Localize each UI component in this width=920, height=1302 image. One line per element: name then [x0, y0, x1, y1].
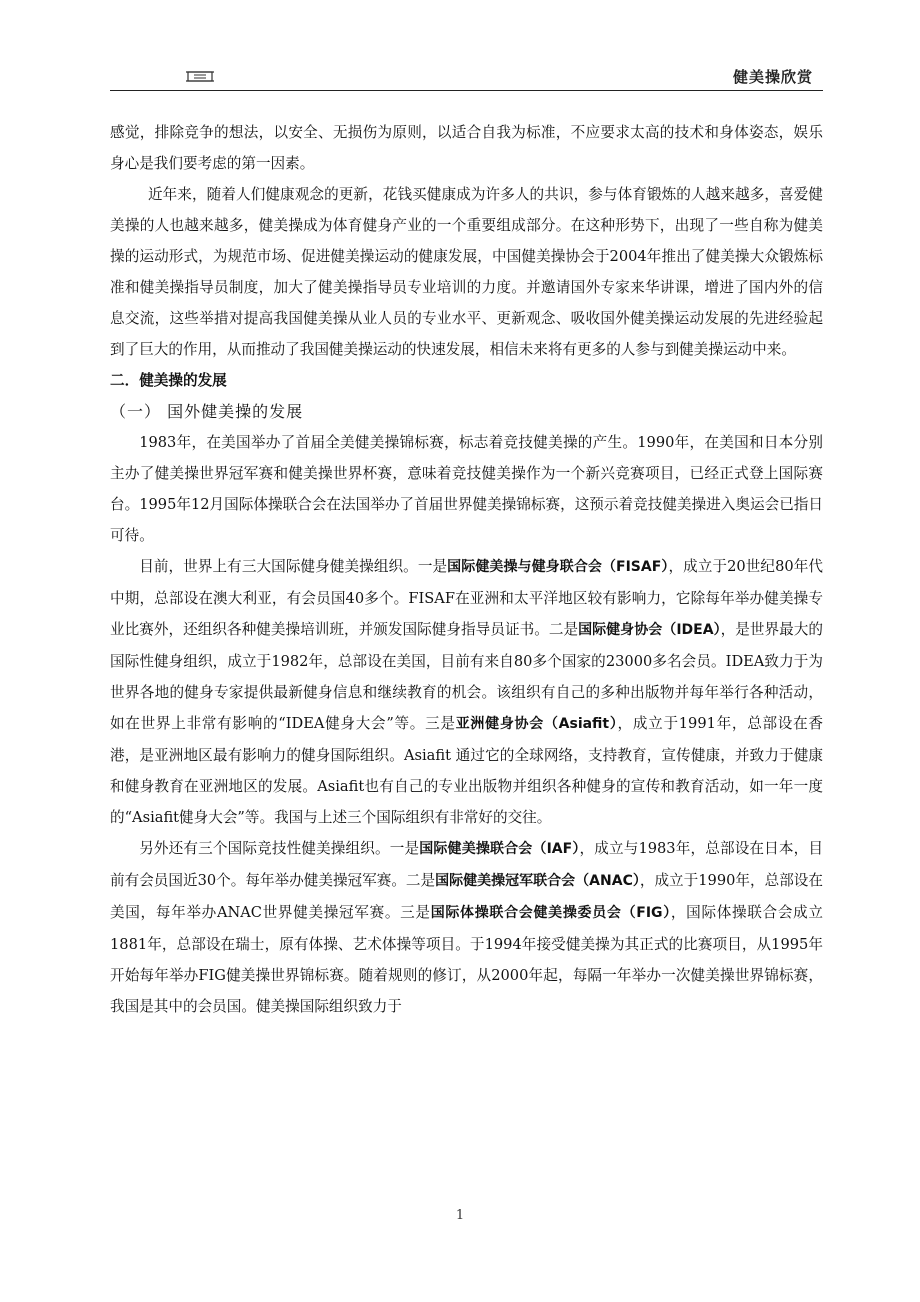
org-name-fig: 国际体操联合会健美操委员会（FIG） — [430, 905, 671, 921]
text-run: ，成立于1991年，总部设在香港，是亚洲地区最有影响力的健身国际组织。Asiafit 通过它的全球网络，支持教育，宣传健康，并致力于健康和健身教育在亚洲地区的发展。Asiafit也有自己的专业出版物并组织各种健身的宣传和教育活动，如一年一度的“Asiafit健身大会”等。我国与上述三个国际组织有非常好的交往。 — [110, 715, 823, 826]
org-name-anac: 国际健美操冠军联合会（ANAC） — [435, 873, 640, 889]
paragraph-3: 1983年，在美国举办了首届全美健美操锦标赛，标志着竞技健美操的产生。1990年，在美国和日本分别主办了健美操世界冠军赛和健美操世界杯赛，意味着竞技健美操作为一个新兴竞赛项目，已经正式登上国际赛台。1995年12月国际体操联合会在法国举办了首届世界健美操锦标赛，这预示着竞技健美操进入奥运会已指日可待。 — [110, 434, 823, 544]
document-body — [110, 117, 823, 1022]
org-name-iaf: 国际健美操联合会（IAF） — [419, 841, 580, 857]
page-number: 1 — [455, 1208, 465, 1223]
text-run: ，是世界最大的国际性健身组织，成立于1982年，总部设在美国，目前有来自80多个国家的23000多名会员。IDEA致力于为世界各地的健身专家提供最新健身信息和继续教育的机会。该组织有自己的多种出版物并每年举行各种活动，如在世界上非常有影响的“IDEA健身大会”等。三是 — [110, 621, 823, 732]
header-logo-icon — [186, 70, 214, 83]
subsection-heading: （一） 国外健美操的发展 — [110, 402, 304, 421]
paragraph-2: 近年来，随着人们健康观念的更新，花钱买健康成为许多人的共识，参与体育锻炼的人越来越多，喜爱健美操的人也越来越多，健美操成为体育健身产业的一个重要组成部分。在这种形势下，出现了一些自称为健美操的运动形式，为规范市场、促进健美操运动的健康发展，中国健美操协会于2004年推出了健美操大众锻炼标准和健美操指导员制度，加大了健美操指导员专业培训的力度。并邀请国外专家来华讲课，增进了国内外的信息交流，这些举措对提高我国健美操从业人员的专业水平、更新观念、吸收国外健美操运动发展的先进经验起到了巨大的作用，从而推动了我国健美操运动的快速发展，相信未来将有更多的人参与到健美操运动中来。 — [110, 186, 823, 358]
org-name-fisaf: 国际健美操与健身联合会（FISAF） — [447, 559, 669, 575]
text-run: ，成立与1983年，总部设在日本，目前有会员国近30个。每年举办健美操冠军赛。二是 — [110, 840, 823, 889]
org-name-idea: 国际健身协会（IDEA） — [578, 622, 721, 638]
header-title: 健美操欣赏 — [732, 68, 813, 86]
page-header — [110, 62, 823, 91]
org-name-asiafit: 亚洲健身协会（Asiafit） — [455, 716, 618, 732]
text-run: 目前，世界上有三大国际健身健美操组织。一是 — [139, 558, 448, 575]
paragraph-4 — [110, 551, 823, 833]
text-run: ，成立于1990年，总部设在美国，每年举办ANAC世界健美操冠军赛。三是 — [110, 872, 823, 921]
paragraph-5 — [110, 833, 823, 1022]
paragraph-1: 感觉，排除竞争的想法，以安全、无损伤为原则，以适合自我为标准，不应要求太高的技术和身体姿态，娱乐身心是我们要考虑的第一因素。 — [110, 124, 823, 172]
section-heading: 二．健美操的发展 — [110, 372, 227, 389]
text-run: 另外还有三个国际竞技性健美操组织。一是 — [139, 840, 420, 857]
text-run: ，国际体操联合会成立1881年，总部设在瑞士，原有体操、艺术体操等项目。于1994年接受健美操为其正式的比赛项目，从1995年开始每年举办FIG健美操世界锦标赛。随着规则的修订，从2000年起，每隔一年举办一次健美操世界锦标赛，我国是其中的会员国。健美操国际组织致力于 — [110, 904, 823, 1015]
text-run: ，成立于20世纪80年代中期，总部设在澳大利亚，有会员国40多个。FISAF在亚洲和太平洋地区较有影响力，它除每年举办健美操专业比赛外，还组织各种健美操培训班，并颁发国际健身指导员证书。二是 — [110, 558, 823, 638]
